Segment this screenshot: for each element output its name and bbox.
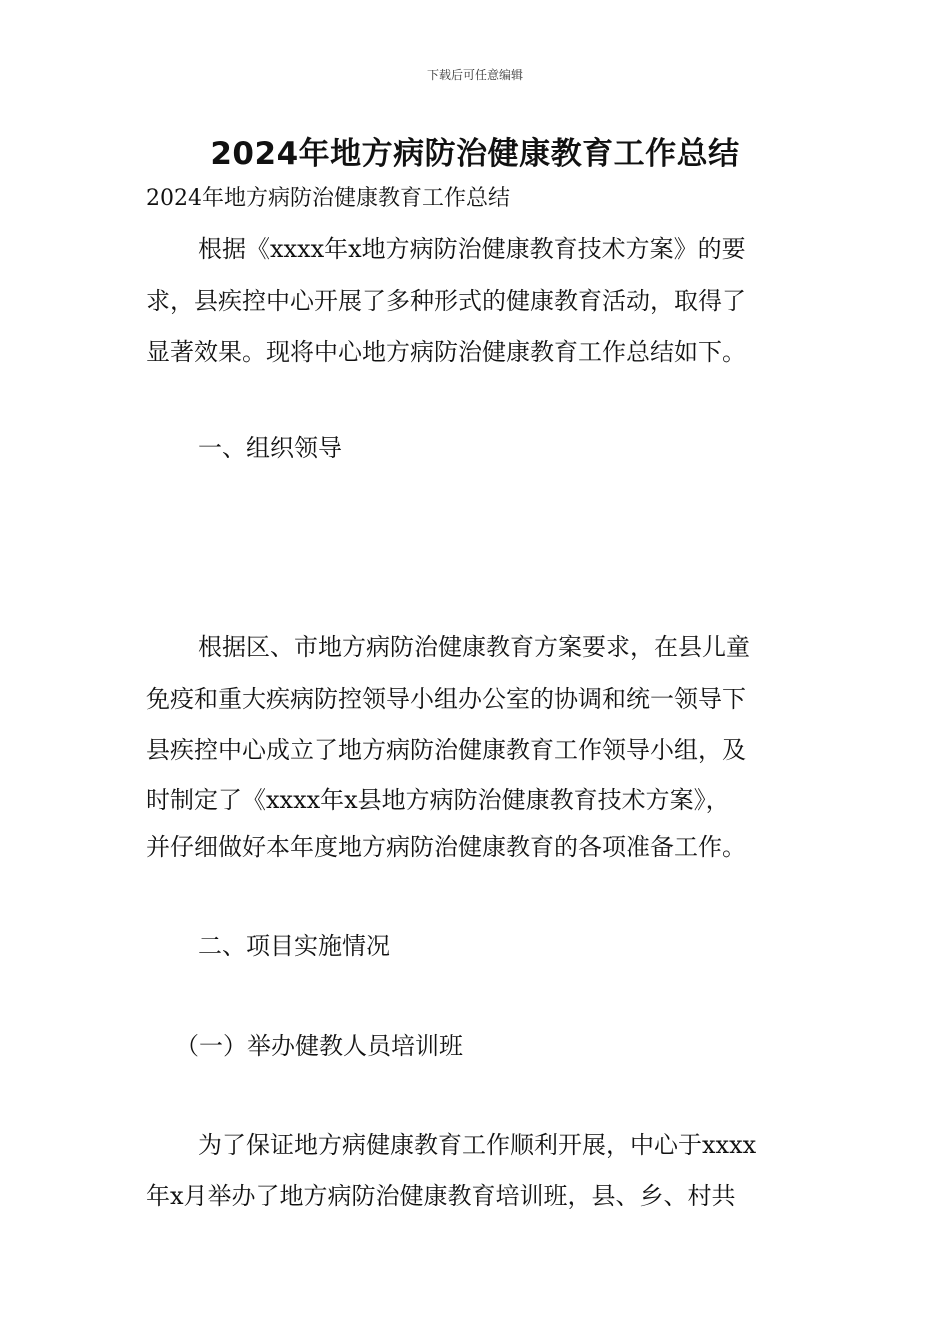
document-title: 2024年地方病防治健康教育工作总结 (210, 136, 740, 172)
intro-line-3: 显著效果。现将中心地方病防治健康教育工作总结如下。 (146, 338, 746, 366)
subsection-heading-training: （一）举办健教人员培训班 (175, 1032, 463, 1060)
section2-line-1: 为了保证地方病健康教育工作顺利开展，中心于xxxx (198, 1131, 757, 1159)
section1-line-4: 时制定了《xxxx年x县地方病防治健康教育技术方案》， (146, 786, 730, 814)
header-note: 下载后可任意编辑 (426, 68, 523, 82)
section2-line-2: 年x月举办了地方病防治健康教育培训班，县、乡、村共 (146, 1182, 736, 1210)
section1-line-1: 根据区、市地方病防治健康教育方案要求，在县儿童 (198, 633, 750, 661)
section1-line-3: 县疾控中心成立了地方病防治健康教育工作领导小组，及 (146, 736, 746, 764)
intro-line-2: 求，县疾控中心开展了多种形式的健康教育活动，取得了 (146, 287, 746, 315)
section-heading-implementation: 二、项目实施情况 (198, 932, 390, 960)
intro-line-1: 根据《xxxx年x地方病防治健康教育技术方案》的要 (198, 235, 746, 263)
section-heading-organization: 一、组织领导 (198, 434, 342, 462)
document-subtitle: 2024年地方病防治健康教育工作总结 (146, 186, 510, 211)
section1-line-5: 并仔细做好本年度地方病防治健康教育的各项准备工作。 (146, 833, 746, 861)
section1-line-2: 免疫和重大疾病防控领导小组办公室的协调和统一领导下 (146, 685, 746, 713)
